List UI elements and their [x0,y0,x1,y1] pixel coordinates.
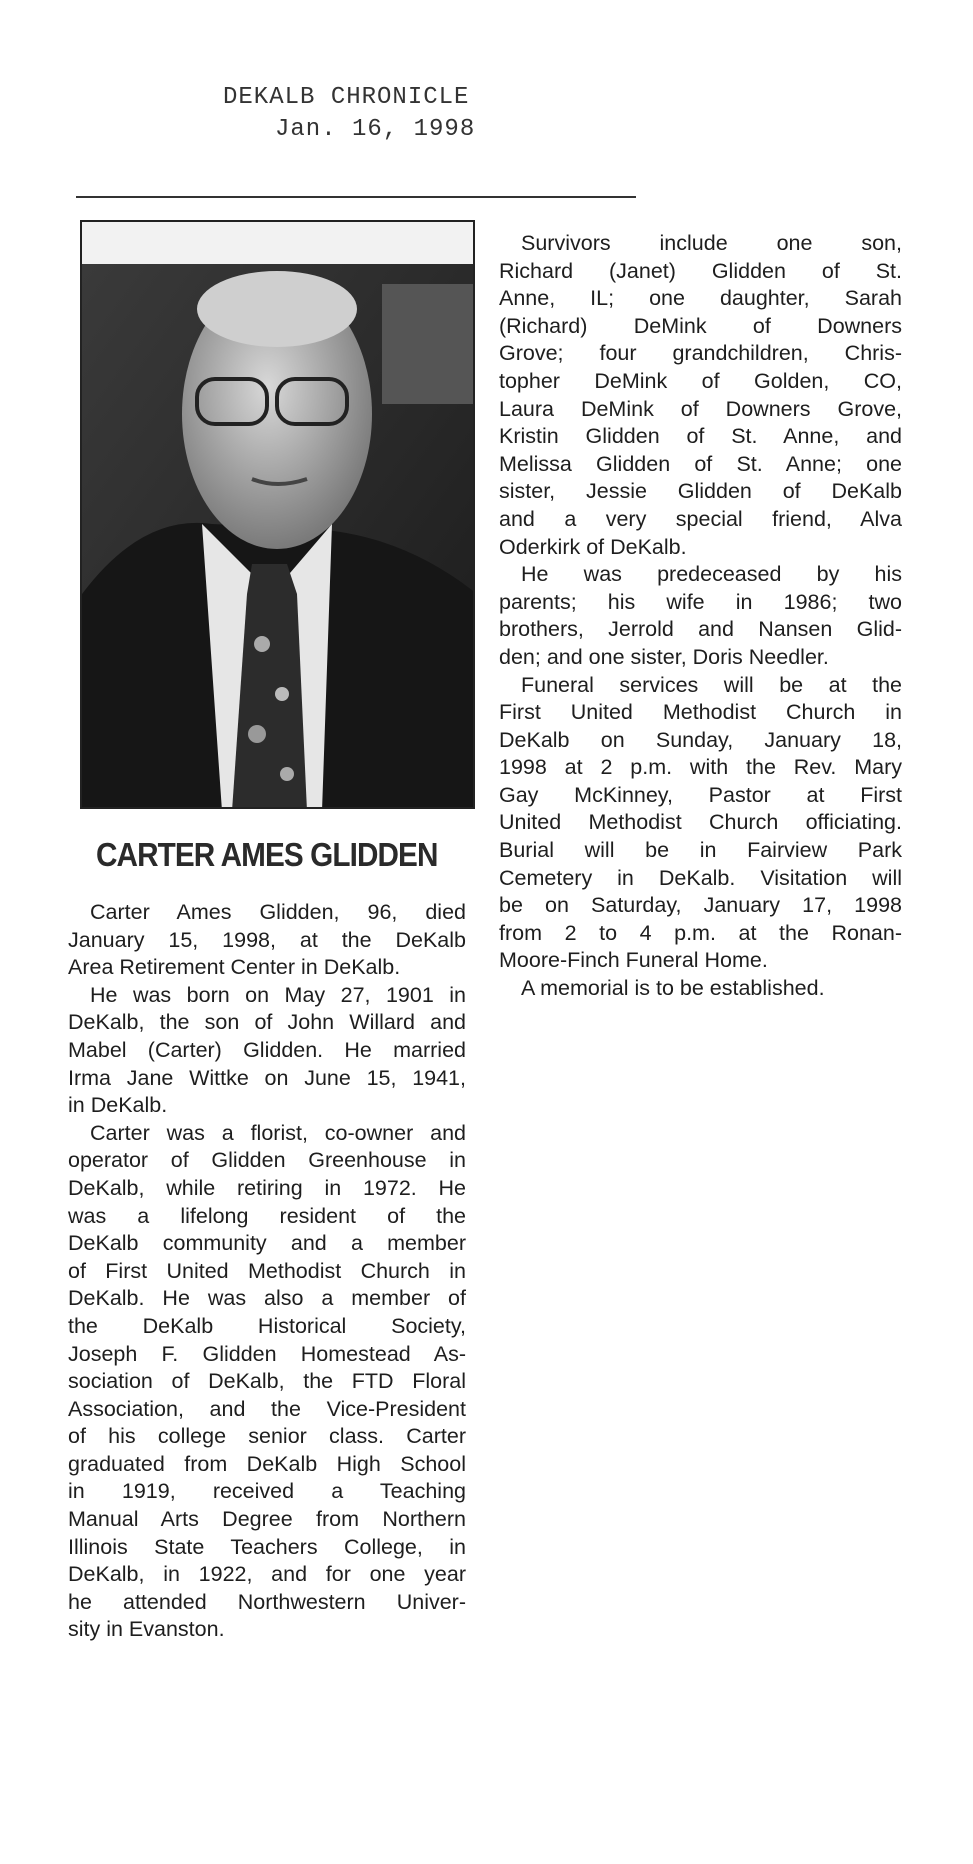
text-line: sociation of DeKalb, the FTD Floral [68,1369,466,1394]
text-line: Area Retirement Center in DeKalb. [68,955,401,980]
text-line: sity in Evanston. [68,1617,225,1642]
text-line: and a very special friend, Alva [499,506,902,531]
text-line: First United Methodist Church in [499,700,902,725]
text-line: Grove; four grandchildren, Chris- [499,341,902,366]
text-line: graduated from DeKalb High School [68,1451,466,1476]
text-line: Carter was a florist, co-owner and [90,1120,466,1145]
text-line: of First United Methodist Church in [68,1258,466,1283]
text-line: Burial will be in Fairview Park [499,838,902,863]
text-line: DeKalb on Sunday, January 18, [499,727,902,752]
publication-name: DEKALB CHRONICLE [223,84,470,111]
left-column [68,899,466,1644]
portrait-image [82,264,475,809]
text-line: (Richard) DeMink of Downers [499,313,902,338]
text-line: Survivors include one son, [521,231,902,255]
text-line: Gay McKinney, Pastor at First [499,782,902,807]
text-line: brothers, Jerrold and Nansen Glid- [499,617,902,642]
text-line: Cemetery in DeKalb. Visitation will [499,865,902,890]
text-line: be on Saturday, January 17, 1998 [499,893,902,918]
text-line: parents; his wife in 1986; two [499,589,902,614]
text-line: DeKalb, the son of John Willard and [68,1010,466,1035]
text-line: He was predeceased by his [521,562,902,587]
text-line: A memorial is to be established. [521,976,825,1001]
text-line: Association, and the Vice-President [68,1396,466,1421]
text-line: Moore-Finch Funeral Home. [499,948,768,973]
text-line: Richard (Janet) Glidden of St. [499,258,902,283]
text-line: Irma Jane Wittke on June 15, 1941, [68,1065,466,1090]
text-line: DeKalb, in 1922, and for one year [68,1562,466,1587]
text-line: Manual Arts Degree from Northern [68,1507,466,1532]
text-line: Funeral services will be at the [521,672,902,697]
text-line: in DeKalb. [68,1093,168,1118]
text-line: operator of Glidden Greenhouse in [68,1148,466,1173]
text-line: sister, Jessie Glidden of DeKalb [499,479,902,504]
text-line: Oderkirk of DeKalb. [499,534,687,559]
right-column [499,230,902,1003]
text-line: Laura DeMink of Downers Grove, [499,396,902,421]
text-line: he attended Northwestern Univer- [68,1589,466,1614]
text-line: January 15, 1998, at the DeKalb [68,927,466,952]
text-line: of his college senior class. Carter [68,1424,466,1449]
publication-date: Jan. 16, 1998 [275,116,476,143]
text-line: 1998 at 2 p.m. with the Rev. Mary [499,755,902,780]
header-divider [76,196,636,198]
text-line: DeKalb. He was also a member of [68,1286,466,1311]
text-line: Mabel (Carter) Glidden. He married [68,1037,466,1062]
text-line: Joseph F. Glidden Homestead As- [68,1341,466,1366]
text-line: Illinois State Teachers College, in [68,1534,466,1559]
text-line: DeKalb community and a member [68,1231,466,1256]
portrait-photo [80,220,475,809]
text-line: DeKalb, while retiring in 1972. He [68,1175,466,1200]
text-line: Anne, IL; one daughter, Sarah [499,286,902,311]
text-line: was a lifelong resident of the [68,1203,466,1228]
text-line: the DeKalb Historical Society, [68,1313,466,1338]
text-line: He was born on May 27, 1901 in [90,982,466,1007]
text-line: Carter Ames Glidden, 96, died [90,900,466,924]
text-line: United Methodist Church officiating. [499,810,902,835]
text-line: from 2 to 4 p.m. at the Ronan- [499,920,902,945]
text-line: den; and one sister, Doris Needler. [499,644,829,669]
text-line: topher DeMink of Golden, CO, [499,368,902,393]
text-line: Kristin Glidden of St. Anne, and [499,424,902,449]
text-line: Melissa Glidden of St. Anne; one [499,451,902,476]
text-line: in 1919, received a Teaching [68,1479,466,1504]
obituary-headline: CARTER AMES GLIDDEN [96,836,438,873]
